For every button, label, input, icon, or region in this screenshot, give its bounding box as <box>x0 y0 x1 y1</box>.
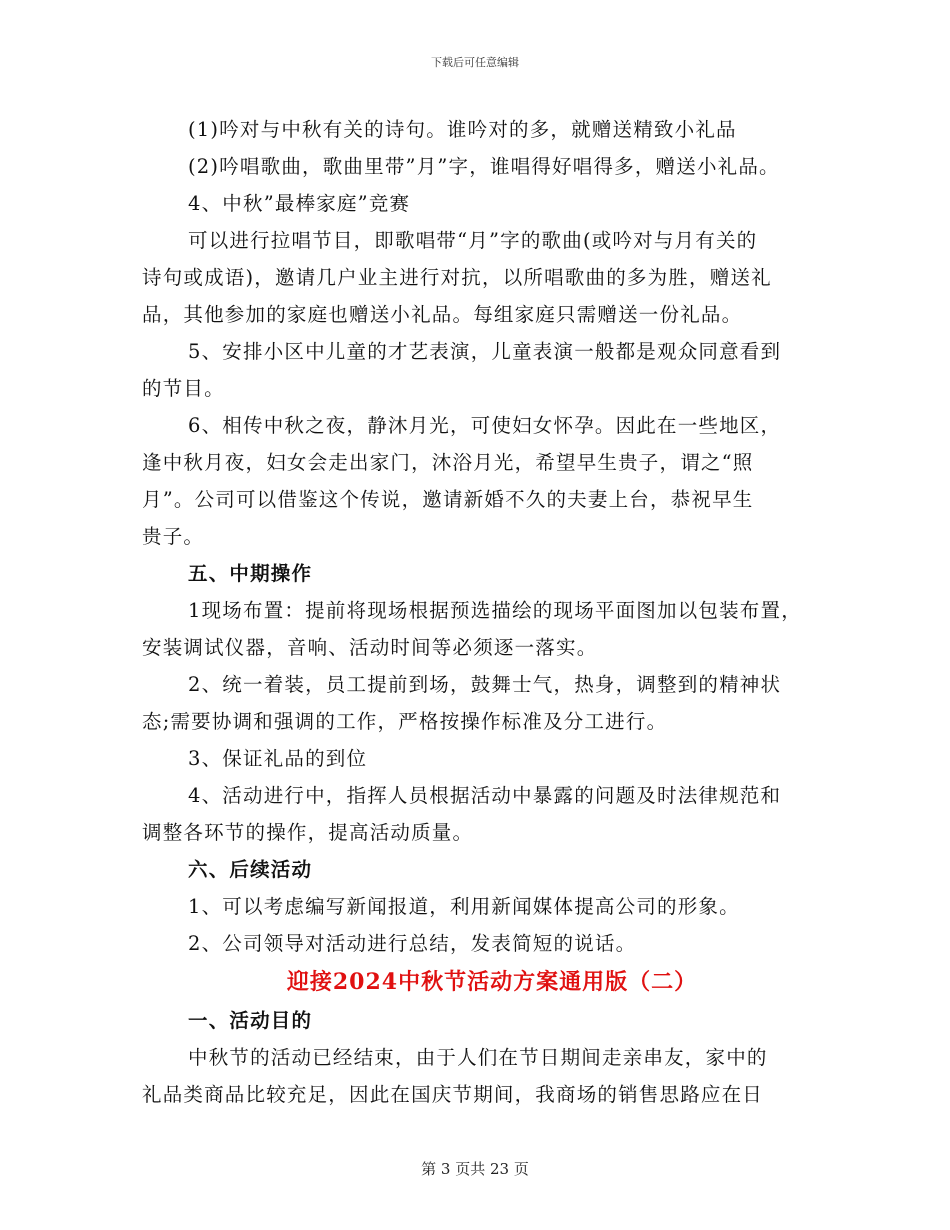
document-body <box>142 111 822 1113</box>
text-line: (2)吟唱歌曲，歌曲里带”月”字，谁唱得好唱得多，赠送小礼品。 <box>188 155 780 178</box>
section-heading: 五、中期操作 <box>188 562 313 585</box>
page-footer: 第 3 页共 23 页 <box>421 1160 529 1178</box>
text-line: 6、相传中秋之夜，静沐月光，可使妇女怀孕。因此在一些地区， <box>188 414 782 437</box>
text-line: 4、活动进行中，指挥人员根据活动中暴露的问题及时法律规范和 <box>188 784 782 807</box>
text-line: 逢中秋月夜，妇女会走出家门，沐浴月光，希望早生贵子，谓之“照 <box>142 451 754 474</box>
document-title: 迎接2024中秋节活动方案通用版（二） <box>286 969 698 995</box>
text-line: 态;需要协调和强调的工作，严格按操作标准及分工进行。 <box>142 710 668 733</box>
text-line: 5、安排小区中儿童的才艺表演，儿童表演一般都是观众同意看到 <box>188 340 782 363</box>
section-heading: 一、活动目的 <box>188 1009 313 1032</box>
text-line: 礼品类商品比较充足，因此在国庆节期间，我商场的销售思路应在日 <box>142 1083 764 1106</box>
text-line: 贵子。 <box>142 525 205 548</box>
text-line: (1)吟对与中秋有关的诗句。谁吟对的多，就赠送精致小礼品 <box>188 118 737 141</box>
text-line: 月”。公司可以借鉴这个传说，邀请新婚不久的夫妻上台，恭祝早生 <box>142 488 754 511</box>
text-line: 品，其他参加的家庭也赠送小礼品。每组家庭只需赠送一份礼品。 <box>142 303 743 326</box>
text-line: 调整各环节的操作，提高活动质量。 <box>142 821 474 844</box>
text-line: 诗句或成语)，邀请几户业主进行对抗，以所唱歌曲的多为胜，赠送礼 <box>142 266 772 289</box>
text-line: 2、统一着装，员工提前到场，鼓舞士气，热身，调整到的精神状 <box>188 673 782 696</box>
page-header: 下载后可任意编辑 <box>431 56 519 69</box>
section-item-heading: 4、中秋”最棒家庭”竞赛 <box>188 192 411 215</box>
text-line: 中秋节的活动已经结束，由于人们在节日期间走亲串友，家中的 <box>188 1046 768 1069</box>
text-line: 安装调试仪器，音响、活动时间等必须逐一落实。 <box>142 636 598 659</box>
text-line: 1、可以考虑编写新闻报道，利用新闻媒体提高公司的形象。 <box>188 895 740 918</box>
text-line: 3、保证礼品的到位 <box>188 747 368 770</box>
section-heading: 六、后续活动 <box>188 858 313 881</box>
text-line: 1现场布置：提前将现场根据预选描绘的现场平面图加以包装布置， <box>188 599 802 622</box>
text-line: 的节目。 <box>142 377 225 400</box>
text-line: 2、公司领导对活动进行总结，发表简短的说话。 <box>188 932 637 955</box>
text-line: 可以进行拉唱节目，即歌唱带“月”字的歌曲(或吟对与月有关的 <box>188 229 758 252</box>
